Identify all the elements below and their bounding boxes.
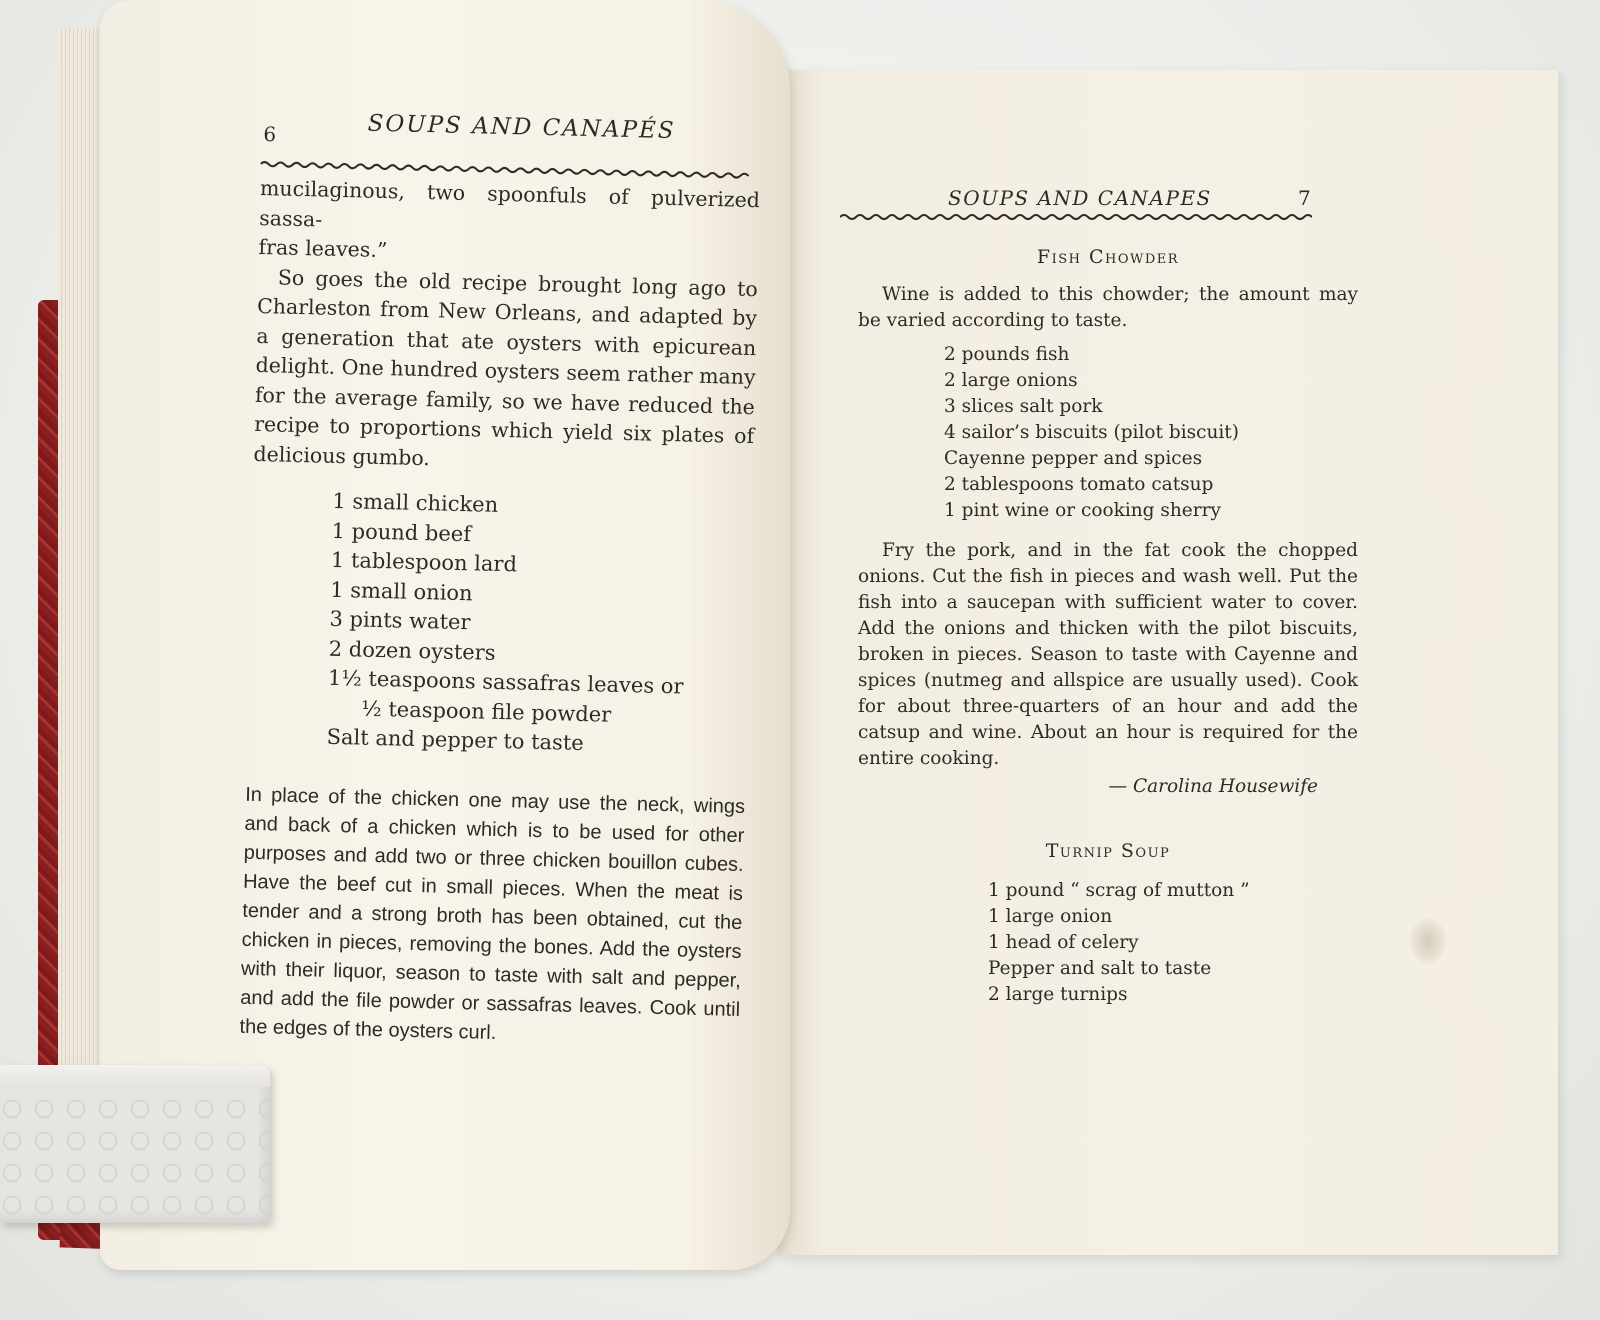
page-number: 7	[1298, 186, 1311, 210]
running-head: SOUPS AND CANAPES	[948, 186, 1212, 210]
recipe-attribution: — Carolina Housewife	[1108, 776, 1318, 797]
ingredient-item: 1 tablespoon lard	[330, 547, 518, 577]
ingredient-item: 4 sailor’s biscuits (pilot biscuit)	[944, 422, 1239, 443]
ingredient-item: 3 slices salt pork	[944, 396, 1103, 417]
running-head: SOUPS AND CANAPÉS	[367, 110, 676, 145]
recipe-intro: Wine is added to this chowder; the amount may be varied according to taste.	[858, 284, 1358, 331]
ingredient-item: 1½ teaspoons sassafras leaves or	[327, 665, 684, 699]
page-stain	[1410, 918, 1446, 964]
book-weight[interactable]	[0, 1065, 270, 1223]
ingredient-item: 2 tablespoons tomato catsup	[944, 474, 1214, 495]
ingredient-list	[988, 878, 1358, 1008]
ingredient-item: Pepper and salt to taste	[988, 958, 1212, 979]
ingredient-item: 1 pound beef	[331, 518, 472, 546]
recipe-paragraph: So goes the old recipe brought long ago to Charleston from New Orleans, and adapted by a generation that ate oysters with epicurean delight. One hundred oysters seem rather many for the average family, so we have reduced the recipe to proportions which yield six plates of delicious gumbo.	[253, 264, 759, 470]
ingredient-list	[326, 487, 752, 763]
ingredient-item: 2 large onions	[944, 370, 1078, 391]
weight-pattern	[0, 1065, 270, 1223]
ingredient-item: 2 pounds fish	[944, 344, 1070, 365]
ingredient-list	[944, 342, 1358, 524]
ingredient-item: 1 pound “ scrag of mutton ”	[988, 880, 1250, 901]
left-body-text	[253, 174, 760, 481]
recipe-title: Fish Chowder	[1036, 246, 1180, 268]
ingredient-item: Salt and pepper to taste	[326, 724, 585, 756]
right-page-header	[840, 182, 1320, 226]
recipe-title: Turnip Soup	[1045, 840, 1171, 862]
ingredient-item: 1 pint wine or cooking sherry	[944, 500, 1221, 521]
recipe-method: Fry the pork, and in the fat cook the chopped onions. Cut the fish in pieces and wash well. Put the fish into a saucepan with sufficient water to cover. Add the onions and thicken with the pilot biscuits, broken in pieces. Season to taste with Cayenne and spices (nutmeg and allspice are usually used). Cook for about three-quarters of an hour and add the catsup and wine. About an hour is required for the entire cooking.	[858, 540, 1358, 769]
method-paragraph: In place of the chicken one may use the neck, wings and back of a chicken which is to be used for other purposes and add two or three chicken bouillon cubes. Have the beef cut in small pieces. When the meat is tender and a strong broth has been obtained, cut the chicken in pieces, removing the bones. Add the oysters with their liquor, season to taste with salt and pepper, and add the file powder or sassafras leaves. Cook until the edges of the oysters curl.	[239, 783, 746, 1044]
right-page-content	[858, 244, 1358, 1008]
ingredient-item: 2 large turnips	[988, 984, 1128, 1005]
header-rule	[840, 212, 1312, 222]
ingredient-item: 1 large onion	[988, 906, 1113, 927]
ingredient-item: Cayenne pepper and spices	[944, 448, 1203, 469]
ingredient-item: 1 small chicken	[332, 488, 499, 517]
ingredient-item: 2 dozen oysters	[328, 636, 496, 665]
ingredient-item: 1 small onion	[329, 577, 473, 605]
ingredient-item: ½ teaspoon file powder	[361, 696, 612, 727]
weight-top-face	[0, 1065, 270, 1087]
intro-line: mucilaginous, two spoonfuls of pulverized sassa-	[259, 175, 761, 232]
page-number: 6	[263, 122, 277, 147]
left-page-content	[239, 108, 762, 1053]
ingredient-item: 3 pints water	[329, 606, 471, 635]
ingredient-item: 1 head of celery	[988, 932, 1139, 953]
intro-line: fras leaves.”	[258, 234, 388, 263]
